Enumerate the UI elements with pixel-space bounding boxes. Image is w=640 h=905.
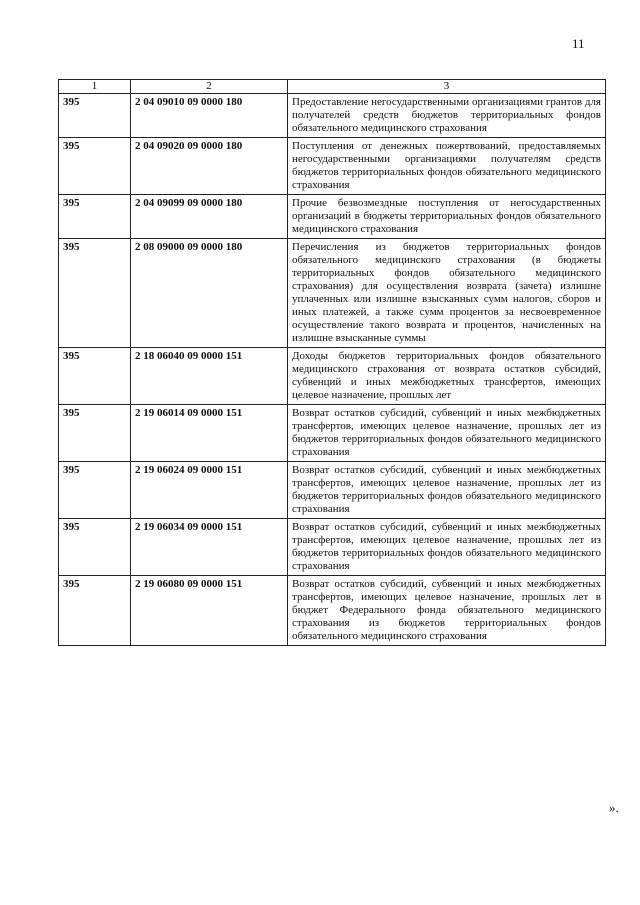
admin-code-cell: 395 [59,195,131,239]
revenue-name-cell: Возврат остатков субсидий, субвенций и иных межбюджетных трансфертов, имеющих целевое назначение, прошлых лет из бюджетов территориальных фондов обязательного медицинского страхования [288,405,606,462]
budget-classification-code-cell: 2 19 06034 09 0000 151 [131,519,288,576]
table-header-row [59,80,606,94]
revenue-name-cell: Возврат остатков субсидий, субвенций и иных межбюджетных трансфертов, имеющих целевое назначение, прошлых лет из бюджетов территориальных фондов обязательного медицинского страхования [288,519,606,576]
table-body [59,94,606,646]
table-row [59,239,606,348]
column-header-3: 3 [288,80,606,94]
admin-code-cell: 395 [59,405,131,462]
budget-codes-table [58,79,606,646]
revenue-name-cell: Возврат остатков субсидий, субвенций и иных межбюджетных трансфертов, имеющих целевое назначение, прошлых лет в бюджет Федерального фонда обязательного медицинского страхования из бюджетов территориальных фондов обязательного медицинского страхования [288,576,606,646]
admin-code-cell: 395 [59,462,131,519]
admin-code-cell: 395 [59,138,131,195]
table-row [59,576,606,646]
admin-code-cell: 395 [59,239,131,348]
admin-code-cell: 395 [59,519,131,576]
closing-quote-mark: ». [609,800,619,815]
table-row [59,405,606,462]
budget-classification-code-cell: 2 19 06024 09 0000 151 [131,462,288,519]
table-row [59,519,606,576]
revenue-name-cell: Поступления от денежных пожертвований, предоставляемых негосударственными организациями получателям средств бюджетов территориальных фондов обязательного медицинского страхования [288,138,606,195]
revenue-name-cell: Прочие безвозмездные поступления от негосударственных организаций в бюджеты территориальных фондов обязательного медицинского страхования [288,195,606,239]
table-row [59,195,606,239]
column-header-2: 2 [131,80,288,94]
table-row [59,138,606,195]
budget-classification-code-cell: 2 04 09020 09 0000 180 [131,138,288,195]
revenue-name-cell: Предоставление негосударственными организациями грантов для получателей средств бюджетов территориальных фондов обязательного медицинского страхования [288,94,606,138]
admin-code-cell: 395 [59,348,131,405]
revenue-name-cell: Перечисления из бюджетов территориальных фондов обязательного медицинского страхования (в бюджеты территориальных фондов обязательного медицинского страхования) для осуществления возврата (зачета) излишне уплаченных или излишне взысканных сумм налогов, сборов и иных платежей, а также сумм процентов за несвоевременное осуществление такого возврата и процентов, начисленных на излишне взысканные суммы [288,239,606,348]
table-row [59,348,606,405]
revenue-name-cell: Возврат остатков субсидий, субвенций и иных межбюджетных трансфертов, имеющих целевое назначение, прошлых лет из бюджетов территориальных фондов обязательного медицинского страхования [288,462,606,519]
budget-classification-code-cell: 2 08 09000 09 0000 180 [131,239,288,348]
budget-classification-code-cell: 2 04 09099 09 0000 180 [131,195,288,239]
table-row [59,462,606,519]
page-number: 11 [572,36,585,51]
budget-classification-code-cell: 2 04 09010 09 0000 180 [131,94,288,138]
revenue-name-cell: Доходы бюджетов территориальных фондов обязательного медицинского страхования от возврата остатков субсидий, субвенций и иных межбюджетных трансфертов, имеющих целевое назначение, прошлых лет [288,348,606,405]
budget-classification-code-cell: 2 19 06080 09 0000 151 [131,576,288,646]
table-row [59,94,606,138]
admin-code-cell: 395 [59,94,131,138]
budget-classification-code-cell: 2 18 06040 09 0000 151 [131,348,288,405]
budget-classification-code-cell: 2 19 06014 09 0000 151 [131,405,288,462]
admin-code-cell: 395 [59,576,131,646]
column-header-1: 1 [59,80,131,94]
